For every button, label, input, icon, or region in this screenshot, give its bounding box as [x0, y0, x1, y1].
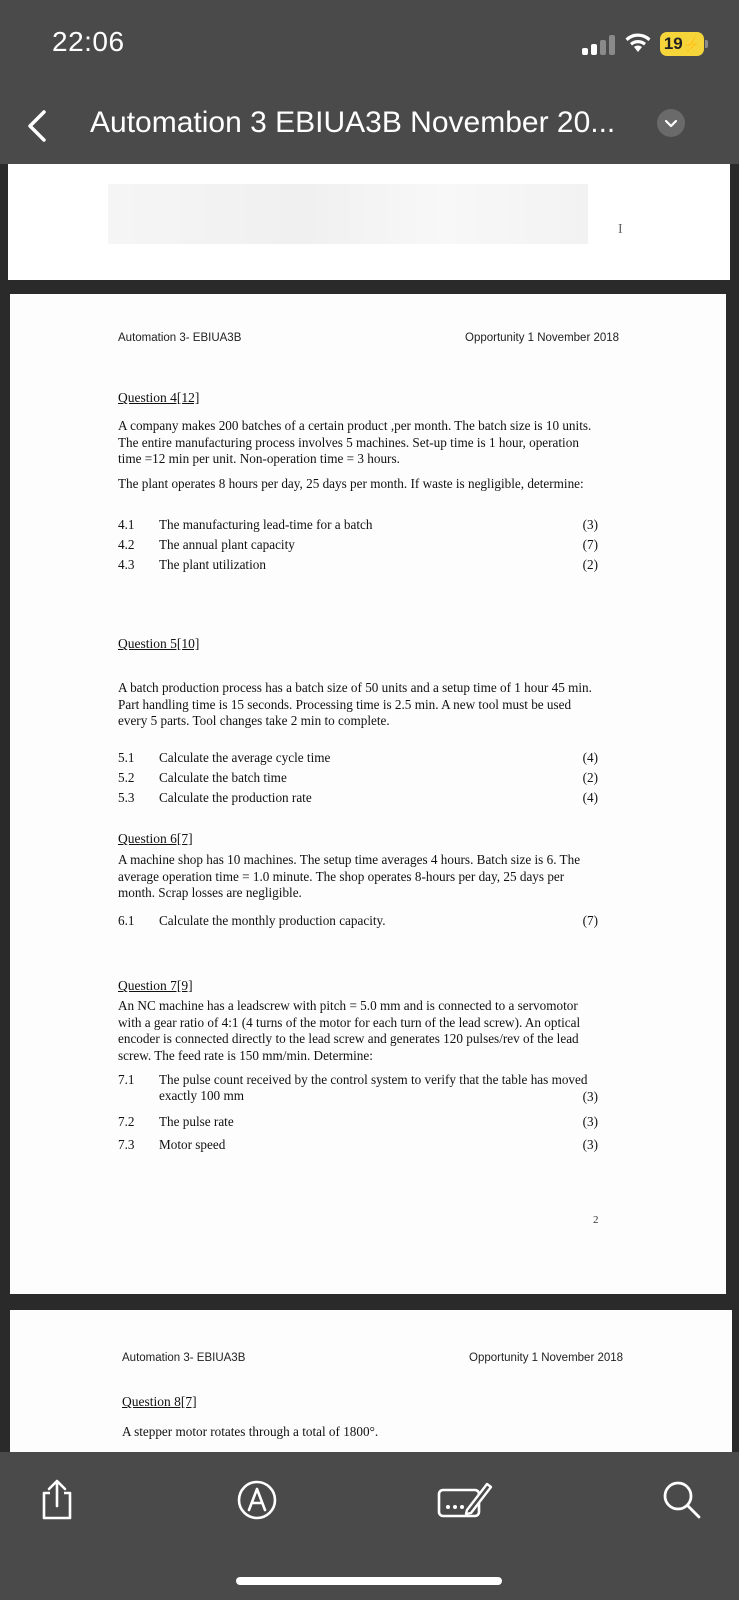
- page-number: 2: [593, 1214, 599, 1226]
- share-icon[interactable]: [33, 1476, 81, 1524]
- item-marks: (3): [582, 1137, 598, 1152]
- question-item: [118, 537, 603, 553]
- item-text: Calculate the monthly production capacity.: [159, 913, 386, 928]
- question-item: [118, 913, 603, 929]
- question-item: [118, 1137, 603, 1153]
- item-text: The manufacturing lead-time for a batch: [159, 517, 373, 532]
- navigation-bar: [0, 90, 739, 164]
- item-marks: (3): [582, 1114, 598, 1129]
- item-marks: (7): [582, 537, 598, 552]
- item-number: 5.2: [118, 770, 135, 785]
- question-paragraph: An NC machine has a leadscrew with pitch = 5.0 mm and is connected to a servomotor with a gear ratio of 4:1 (4 turns of the motor for each turn of the lead screw). An optical encoder is connected directly to the lead screw and generates 120 pulses/rev of the lead screw. The feed rate is 150 mm/min. Determine:: [118, 998, 581, 1063]
- question-paragraph: The plant operates 8 hours per day, 25 days per month. If waste is negligible, determine:: [118, 476, 584, 491]
- item-text: Calculate the average cycle time: [159, 750, 331, 765]
- question-title: Question 4[12]: [118, 390, 200, 405]
- item-text: The plant utilization: [159, 557, 266, 572]
- signature-icon[interactable]: [437, 1476, 497, 1524]
- document-title[interactable]: Automation 3 EBIUA3B November 20...: [90, 106, 616, 139]
- item-marks: (4): [582, 790, 598, 805]
- chevron-down-icon: [657, 109, 685, 137]
- question-paragraph: A company makes 200 batches of a certain product ,per month. The batch size is 10 units. The entire manufacturing process involves 5 machines. Set-up time is 1 hour, operation time =12 min per unit. Non-operation time = 3 hours.: [118, 418, 592, 466]
- charging-bolt-icon: ⚡: [682, 36, 701, 52]
- battery-indicator: [660, 32, 704, 56]
- page-1: [8, 164, 730, 280]
- page-1-faded-content: [108, 184, 588, 244]
- question-item: [118, 517, 603, 533]
- item-marks: (3): [582, 517, 598, 532]
- item-marks: (2): [582, 557, 598, 572]
- question-paragraph: A machine shop has 10 machines. The setup time averages 4 hours. Batch size is 6. The average operation time = 1.0 minute. The shop operates 8-hours per day, 25 days per month. Scrap losses are negligible.: [118, 852, 581, 900]
- status-time: 22:06: [52, 26, 125, 57]
- item-text: Motor speed: [159, 1137, 226, 1152]
- question-item: [118, 1114, 603, 1130]
- question-item: [118, 770, 603, 786]
- item-number: 6.1: [118, 913, 135, 928]
- question-title: Question 7[9]: [118, 978, 193, 993]
- question-paragraph: A batch production process has a batch size of 50 units and a setup time of 1 hour 45 min. Part handling time is 15 seconds. Processing time is 2.5 min. A new tool must be used every 5 parts. Tool changes take 2 min to complete.: [118, 680, 592, 728]
- item-number: 5.1: [118, 750, 135, 765]
- title-menu-button[interactable]: [657, 109, 685, 137]
- search-icon[interactable]: [658, 1476, 706, 1524]
- home-indicator[interactable]: [236, 1577, 502, 1585]
- item-text: The pulse rate: [159, 1114, 234, 1129]
- question-title: Question 5[10]: [118, 636, 200, 651]
- page-header-right: Opportunity 1 November 2018: [465, 332, 620, 344]
- item-marks: (7): [582, 913, 598, 928]
- page-header-right: Opportunity 1 November 2018: [469, 1352, 624, 1364]
- page-1-mark: I: [618, 222, 623, 237]
- status-bar: [0, 0, 739, 90]
- page-2: [10, 294, 726, 1294]
- item-number: 7.3: [118, 1137, 135, 1152]
- question-item: [118, 750, 603, 766]
- page-header-left: Automation 3- EBIUA3B: [118, 332, 242, 344]
- back-chevron-icon[interactable]: [18, 104, 58, 148]
- item-number: 4.1: [118, 517, 135, 532]
- question-item: [118, 1072, 603, 1106]
- cellular-signal-icon: [582, 33, 616, 55]
- item-marks: (4): [582, 750, 598, 765]
- item-text: The annual plant capacity: [159, 537, 295, 552]
- page-header-left: Automation 3- EBIUA3B: [122, 1352, 246, 1364]
- question-item: [118, 790, 603, 806]
- item-marks: (2): [582, 770, 598, 785]
- item-marks: (3): [582, 1089, 598, 1104]
- battery-tip: [705, 40, 708, 48]
- question-item: [118, 557, 603, 573]
- wifi-icon: [624, 30, 652, 54]
- question-title: Question 6[7]: [118, 831, 193, 846]
- question-title: Question 8[7]: [122, 1394, 197, 1409]
- item-number: 4.2: [118, 537, 135, 552]
- battery-level: 19: [663, 34, 683, 53]
- item-number: 4.3: [118, 557, 135, 572]
- page-3: [10, 1310, 732, 1452]
- markup-icon[interactable]: [233, 1476, 281, 1524]
- question-paragraph: A stepper motor rotates through a total of 1800°.: [122, 1424, 379, 1439]
- item-number: 5.3: [118, 790, 135, 805]
- item-text: The pulse count received by the control system to verify that the table has moved exactly 100 mm: [159, 1072, 588, 1103]
- item-number: 7.1: [118, 1072, 135, 1087]
- document-viewer[interactable]: [0, 164, 739, 1452]
- item-text: Calculate the batch time: [159, 770, 287, 785]
- item-text: Calculate the production rate: [159, 790, 312, 805]
- item-number: 7.2: [118, 1114, 135, 1129]
